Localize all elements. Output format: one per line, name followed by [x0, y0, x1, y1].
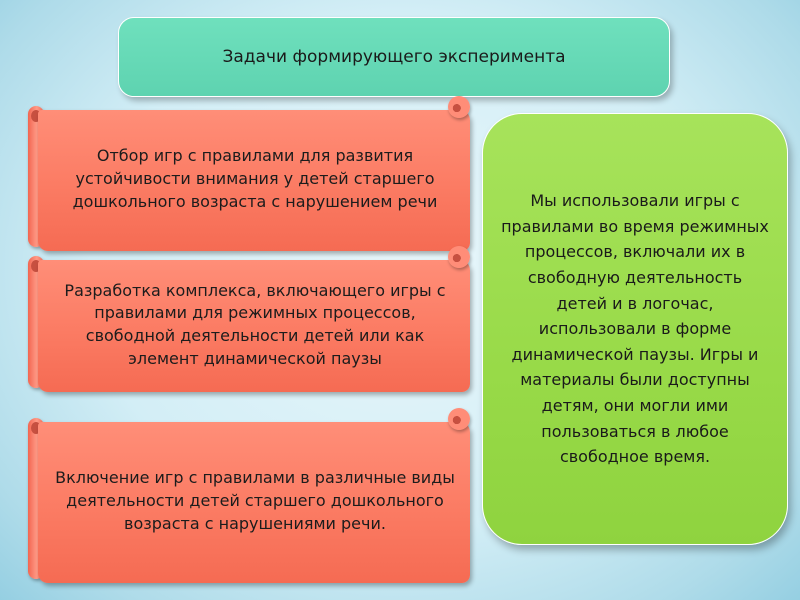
- task-text: Включение игр с правилами в различные виды деятельности детей старшего дошкольного возраста с нарушениями речи.: [55, 468, 455, 533]
- scroll-curl-right-decoration: [448, 408, 470, 430]
- task-scroll-2: [28, 246, 470, 392]
- task-scroll-body: [38, 110, 470, 251]
- task-scroll-body: [38, 260, 470, 392]
- scroll-curl-right-decoration: [448, 246, 470, 268]
- slide-title: Задачи формирующего эксперимента: [222, 47, 566, 67]
- title-box: [118, 17, 670, 97]
- task-scroll-body: [38, 422, 470, 583]
- summary-box: [482, 113, 788, 545]
- task-scroll-1: [28, 96, 470, 251]
- summary-text: Мы использовали игры с правилами во время режимных процессов, включали их в свободную деятельность детей и в логочас, использовали в форме динамической паузы. Игры и материалы были доступны детям, они могли ими пользоваться в любое свободное время.: [501, 191, 769, 467]
- task-text: Отбор игр с правилами для развития устойчивости внимания у детей старшего дошкольного возраста с нарушением речи: [72, 146, 438, 211]
- task-scroll-3: [28, 408, 470, 583]
- task-text: Разработка комплекса, включающего игры с правилами для режимных процессов, свободной деятельности детей или как элемент динамической паузы: [64, 280, 446, 368]
- scroll-curl-right-decoration: [448, 96, 470, 118]
